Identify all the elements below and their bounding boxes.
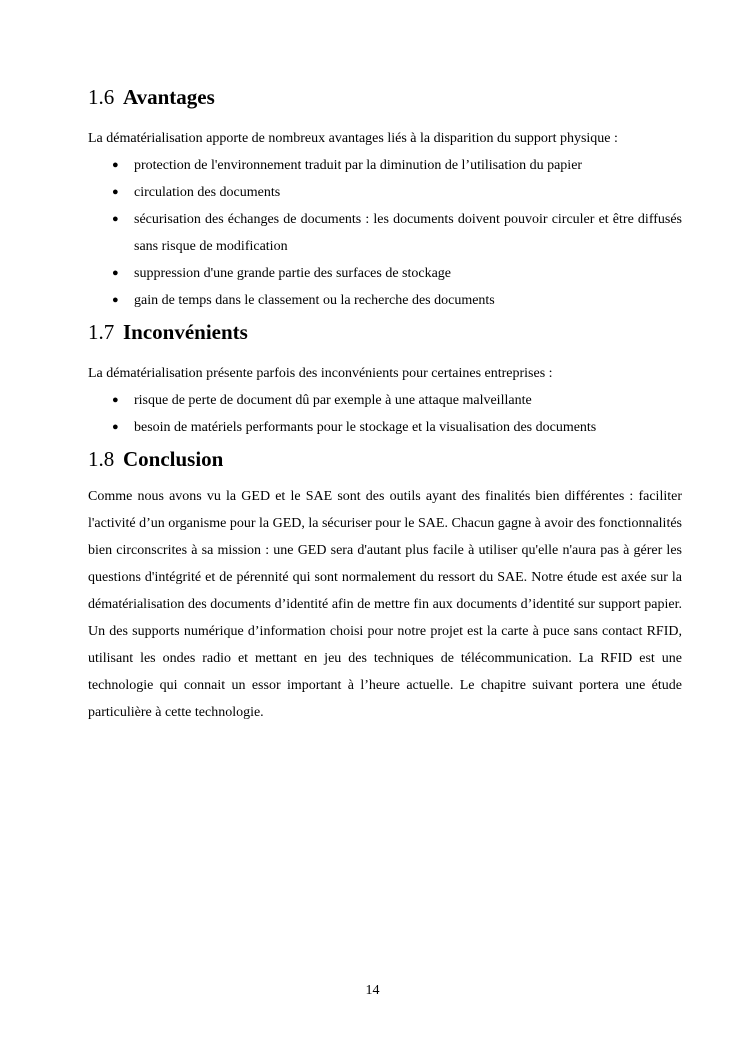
- list-item: [88, 206, 682, 260]
- list-item: [88, 152, 682, 179]
- section-number: 1.6: [88, 85, 115, 109]
- bullet-icon: ●: [112, 186, 119, 198]
- list-item-text: sécurisation des échanges de documents : les documents doivent pouvoir circuler et être diffusés sans risque de modification: [134, 212, 682, 254]
- conclusion-paragraph: Comme nous avons vu la GED et le SAE sont des outils ayant des finalités bien différentes : faciliter l'activité d’un organisme pour la GED, la sécuriser pour le SAE. Chacun gagne à avoir des fonctionnalités bien circonscrites à sa mission : une GED sera d'autant plus facile à utiliser qu'elle n'aura pas à gérer les questions d'intégrité et de pérennité qui sont normalement du ressort du SAE. Notre étude est axée sur la dématérialisation des documents d’identité afin de mettre fin aux documents d’identité sur support papier. Un des supports numérique d’information choisi pour notre projet est la carte à puce sans contact RFID, utilisant les ondes radio et mettant en jeu des techniques de télécommunication. La RFID est une technologie qui connait un essor important à l’heure actuelle. Le chapitre suivant portera une étude particulière à cette technologie.: [88, 489, 682, 720]
- list-item-text: circulation des documents: [134, 185, 281, 200]
- bullet-icon: ●: [112, 213, 119, 225]
- bullet-icon: ●: [112, 294, 119, 306]
- section-title: Inconvénients: [123, 320, 248, 344]
- bullet-icon: ●: [112, 159, 119, 171]
- list-item: [88, 260, 682, 287]
- list-item: [88, 387, 682, 414]
- avantages-intro-paragraph: La dématérialisation apporte de nombreux avantages liés à la disparition du support physique :: [88, 131, 618, 146]
- inconvenients-intro-paragraph: La dématérialisation présente parfois des inconvénients pour certaines entreprises :: [88, 366, 553, 381]
- list-item-text: risque de perte de document dû par exemple à une attaque malveillante: [134, 393, 532, 408]
- list-item-text: besoin de matériels performants pour le stockage et la visualisation des documents: [134, 420, 597, 435]
- list-item: [88, 179, 682, 206]
- inconvenients-list: [88, 387, 682, 441]
- bullet-icon: ●: [112, 267, 119, 279]
- list-item: [88, 287, 682, 314]
- section-number: 1.8: [88, 447, 115, 471]
- list-item-text: suppression d'une grande partie des surfaces de stockage: [134, 266, 452, 281]
- bullet-icon: ●: [112, 421, 119, 433]
- list-item: [88, 414, 682, 441]
- section-title: Conclusion: [123, 447, 224, 471]
- page-number: 14: [365, 983, 380, 998]
- section-heading-conclusion: [88, 448, 682, 470]
- list-item-text: gain de temps dans le classement ou la recherche des documents: [134, 293, 495, 308]
- section-heading-avantages: [88, 86, 682, 108]
- bullet-icon: ●: [112, 394, 119, 406]
- avantages-list: [88, 152, 682, 314]
- section-heading-inconvenients: [88, 321, 682, 343]
- section-number: 1.7: [88, 320, 115, 344]
- document-page: [88, 86, 682, 726]
- list-item-text: protection de l'environnement traduit par la diminution de l’utilisation du papier: [134, 158, 583, 173]
- section-title: Avantages: [123, 85, 215, 109]
